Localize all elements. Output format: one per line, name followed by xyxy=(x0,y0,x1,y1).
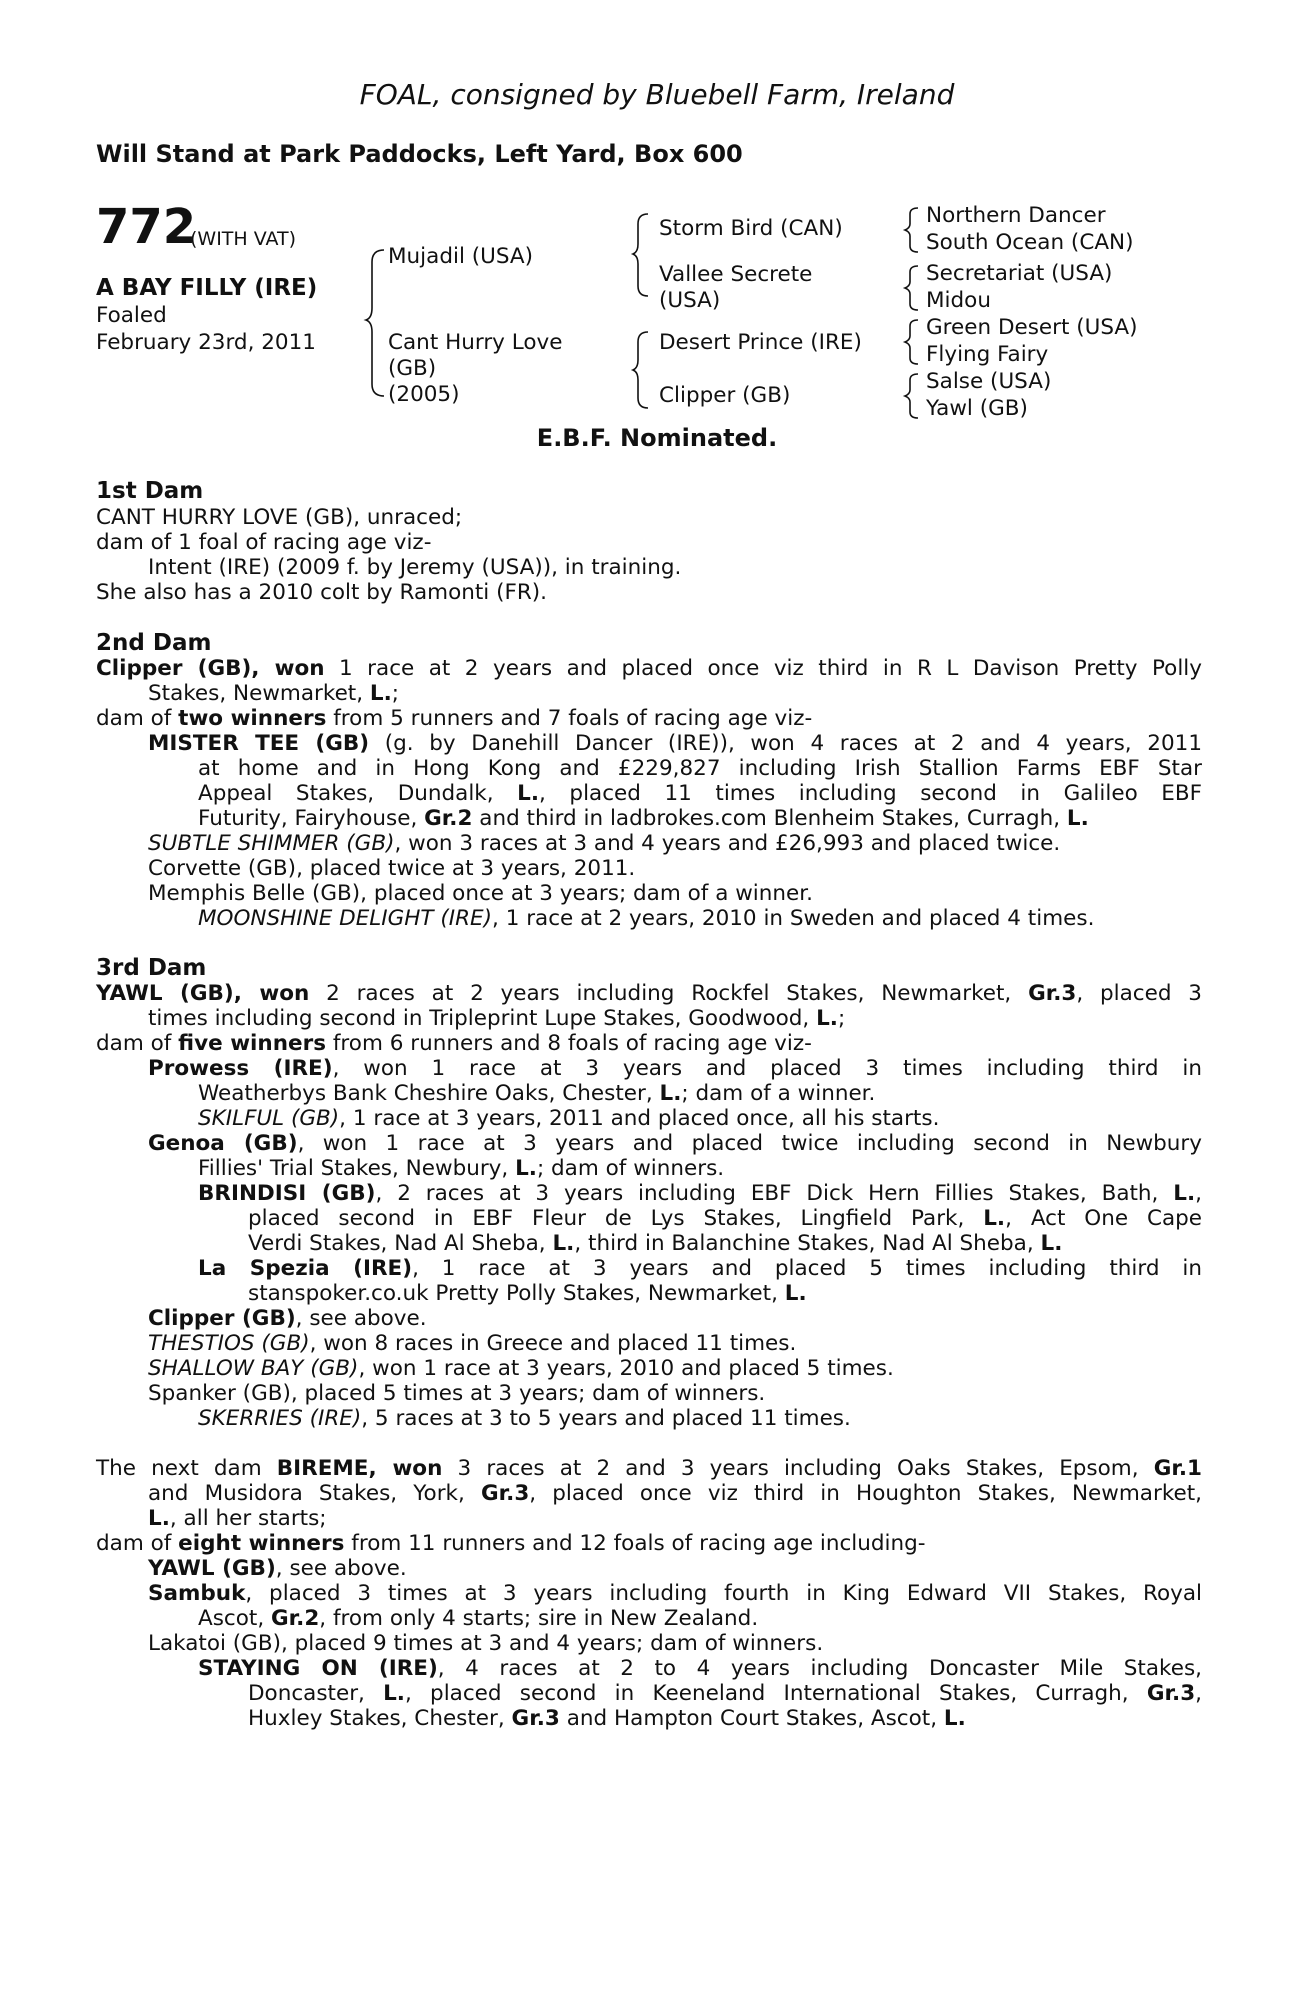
pedigree-brackets xyxy=(0,0,1314,450)
third-dam-line: THESTIOS (GB), won 8 races in Greece and placed 11 times. xyxy=(148,1331,797,1356)
next-dam-line: Ascot, Gr.2, from only 4 starts; sire in New Zealand. xyxy=(198,1606,759,1631)
next-dam-line: dam of eight winners from 11 runners and 12 foals of racing age including- xyxy=(96,1531,926,1556)
gen3-7: Salse (USA) xyxy=(926,369,1052,394)
third-dam-line: Verdi Stakes, Nad Al Sheba, L., third in Balanchine Stakes, Nad Al Sheba, L. xyxy=(248,1231,1063,1256)
first-dam-line: Intent (IRE) (2009 f. by Jeremy (USA)), in training. xyxy=(148,555,682,580)
third-dam-line: YAWL (GB), won 2 races at 2 years including Rockfel Stakes, Newmarket, Gr.3, placed 3 xyxy=(96,981,1202,1006)
dam-year: (2005) xyxy=(388,382,460,407)
second-dam-heading: 2nd Dam xyxy=(96,630,212,656)
gen3-5: Green Desert (USA) xyxy=(926,315,1138,340)
sire-sire: Storm Bird (CAN) xyxy=(659,216,843,241)
third-dam-line: Spanker (GB), placed 5 times at 3 years; dam of winners. xyxy=(148,1381,766,1406)
dam-sire: Desert Prince (IRE) xyxy=(659,330,862,355)
bracket-sire xyxy=(633,214,648,296)
bracket-3b xyxy=(905,266,918,310)
second-dam-line: MISTER TEE (GB) (g. by Danehill Dancer (IRE)), won 4 races at 2 and 4 years, 2011 xyxy=(148,731,1202,756)
second-dam-line: Clipper (GB), won 1 race at 2 years and placed once viz third in R L Davison Pretty Polly xyxy=(96,656,1202,681)
vat-label: (WITH VAT) xyxy=(190,228,297,250)
next-dam-line: and Musidora Stakes, York, Gr.3, placed once viz third in Houghton Stakes, Newmarket, xyxy=(148,1481,1202,1506)
second-dam-line: Futurity, Fairyhouse, Gr.2 and third in ladbrokes.com Blenheim Stakes, Curragh, L. xyxy=(198,806,1089,831)
third-dam-line: dam of five winners from 6 runners and 8 foals of racing age viz- xyxy=(96,1031,812,1056)
next-dam-line: STAYING ON (IRE), 4 races at 2 to 4 years including Doncaster Mile Stakes, xyxy=(198,1656,1202,1681)
first-dam-line: CANT HURRY LOVE (GB), unraced; xyxy=(96,505,463,530)
foaled-date: February 23rd, 2011 xyxy=(96,330,316,355)
location-line: Will Stand at Park Paddocks, Left Yard, Box 600 xyxy=(96,140,743,168)
sire-name: Mujadil (USA) xyxy=(388,244,534,269)
third-dam-line: placed second in EBF Fleur de Lys Stakes, Lingfield Park, L., Act One Cape xyxy=(248,1206,1203,1231)
second-dam-line: MOONSHINE DELIGHT (IRE), 1 race at 2 years, 2010 in Sweden and placed 4 times. xyxy=(198,906,1095,931)
sire-dam-line2: (USA) xyxy=(659,288,721,313)
bracket-gen1 xyxy=(366,250,384,396)
next-dam-line: Doncaster, L., placed second in Keeneland International Stakes, Curragh, Gr.3, xyxy=(248,1681,1203,1706)
lot-number: 772 xyxy=(96,199,197,255)
gen3-3: Secretariat (USA) xyxy=(926,261,1113,286)
next-dam-line: YAWL (GB), see above. xyxy=(148,1556,407,1581)
bracket-3a xyxy=(905,208,918,252)
third-dam-line: SHALLOW BAY (GB), won 1 race at 3 years, 2010 and placed 5 times. xyxy=(148,1356,894,1381)
second-dam-line: Appeal Stakes, Dundalk, L., placed 11 times including second in Galileo EBF xyxy=(198,781,1202,806)
third-dam-line: Weatherbys Bank Cheshire Oaks, Chester, L.; dam of a winner. xyxy=(198,1081,876,1106)
gen3-1: Northern Dancer xyxy=(926,203,1106,228)
foaled-label: Foaled xyxy=(96,303,167,328)
third-dam-heading: 3rd Dam xyxy=(96,955,207,981)
dam-name-line2: (GB) xyxy=(388,356,437,381)
third-dam-line: times including second in Tripleprint Lupe Stakes, Goodwood, L.; xyxy=(148,1006,846,1031)
lot-name: A BAY FILLY (IRE) xyxy=(96,275,318,301)
dam-name-line1: Cant Hurry Love xyxy=(388,330,563,355)
third-dam-line: SKILFUL (GB), 1 race at 3 years, 2011 and placed once, all his starts. xyxy=(198,1106,940,1131)
first-dam-heading: 1st Dam xyxy=(96,478,204,504)
third-dam-line: La Spezia (IRE), 1 race at 3 years and placed 5 times including third in xyxy=(198,1256,1202,1281)
gen3-4: Midou xyxy=(926,288,991,313)
bracket-dam xyxy=(633,332,648,408)
third-dam-line: Genoa (GB), won 1 race at 3 years and placed twice including second in Newbury xyxy=(148,1131,1202,1156)
second-dam-line: at home and in Hong Kong and £229,827 including Irish Stallion Farms EBF Star xyxy=(198,756,1202,781)
gen3-8: Yawl (GB) xyxy=(926,396,1028,421)
third-dam-line: Fillies' Trial Stakes, Newbury, L.; dam of winners. xyxy=(198,1156,725,1181)
third-dam-line: SKERRIES (IRE), 5 races at 3 to 5 years and placed 11 times. xyxy=(198,1406,851,1431)
third-dam-line: Clipper (GB), see above. xyxy=(148,1306,427,1331)
bracket-3d xyxy=(905,374,918,418)
second-dam-line: Corvette (GB), placed twice at 3 years, 2011. xyxy=(148,856,636,881)
next-dam-line: Sambuk, placed 3 times at 3 years including fourth in King Edward VII Stakes, Royal xyxy=(148,1581,1202,1606)
second-dam-line: dam of two winners from 5 runners and 7 foals of racing age viz- xyxy=(96,706,813,731)
second-dam-line: Stakes, Newmarket, L.; xyxy=(148,681,400,706)
third-dam-line: Prowess (IRE), won 1 race at 3 years and placed 3 times including third in xyxy=(148,1056,1202,1081)
gen3-6: Flying Fairy xyxy=(926,342,1049,367)
second-dam-line: SUBTLE SHIMMER (GB), won 3 races at 3 and 4 years and £26,993 and placed twice. xyxy=(148,831,1061,856)
dam-dam: Clipper (GB) xyxy=(659,383,791,408)
first-dam-line: dam of 1 foal of racing age viz- xyxy=(96,530,432,555)
second-dam-line: Memphis Belle (GB), placed once at 3 years; dam of a winner. xyxy=(148,881,813,906)
bracket-3c xyxy=(905,320,918,364)
next-dam-line: The next dam BIREME, won 3 races at 2 and 3 years including Oaks Stakes, Epsom, Gr.1 xyxy=(96,1456,1203,1481)
third-dam-line: stanspoker.co.uk Pretty Polly Stakes, Newmarket, L. xyxy=(248,1281,807,1306)
sire-dam-line1: Vallee Secrete xyxy=(659,262,813,287)
next-dam-line: L., all her starts; xyxy=(148,1506,327,1531)
next-dam-line: Huxley Stakes, Chester, Gr.3 and Hampton Court Stakes, Ascot, L. xyxy=(248,1706,966,1731)
gen3-2: South Ocean (CAN) xyxy=(926,230,1134,255)
next-dam-line: Lakatoi (GB), placed 9 times at 3 and 4 years; dam of winners. xyxy=(148,1631,824,1656)
first-dam-line: She also has a 2010 colt by Ramonti (FR). xyxy=(96,580,548,605)
consignor-line: FOAL, consigned by Bluebell Farm, Ireland xyxy=(359,78,955,111)
ebf-nominated: E.B.F. Nominated. xyxy=(536,424,778,452)
third-dam-line: BRINDISI (GB), 2 races at 3 years including EBF Dick Hern Fillies Stakes, Bath, L., xyxy=(198,1181,1202,1206)
